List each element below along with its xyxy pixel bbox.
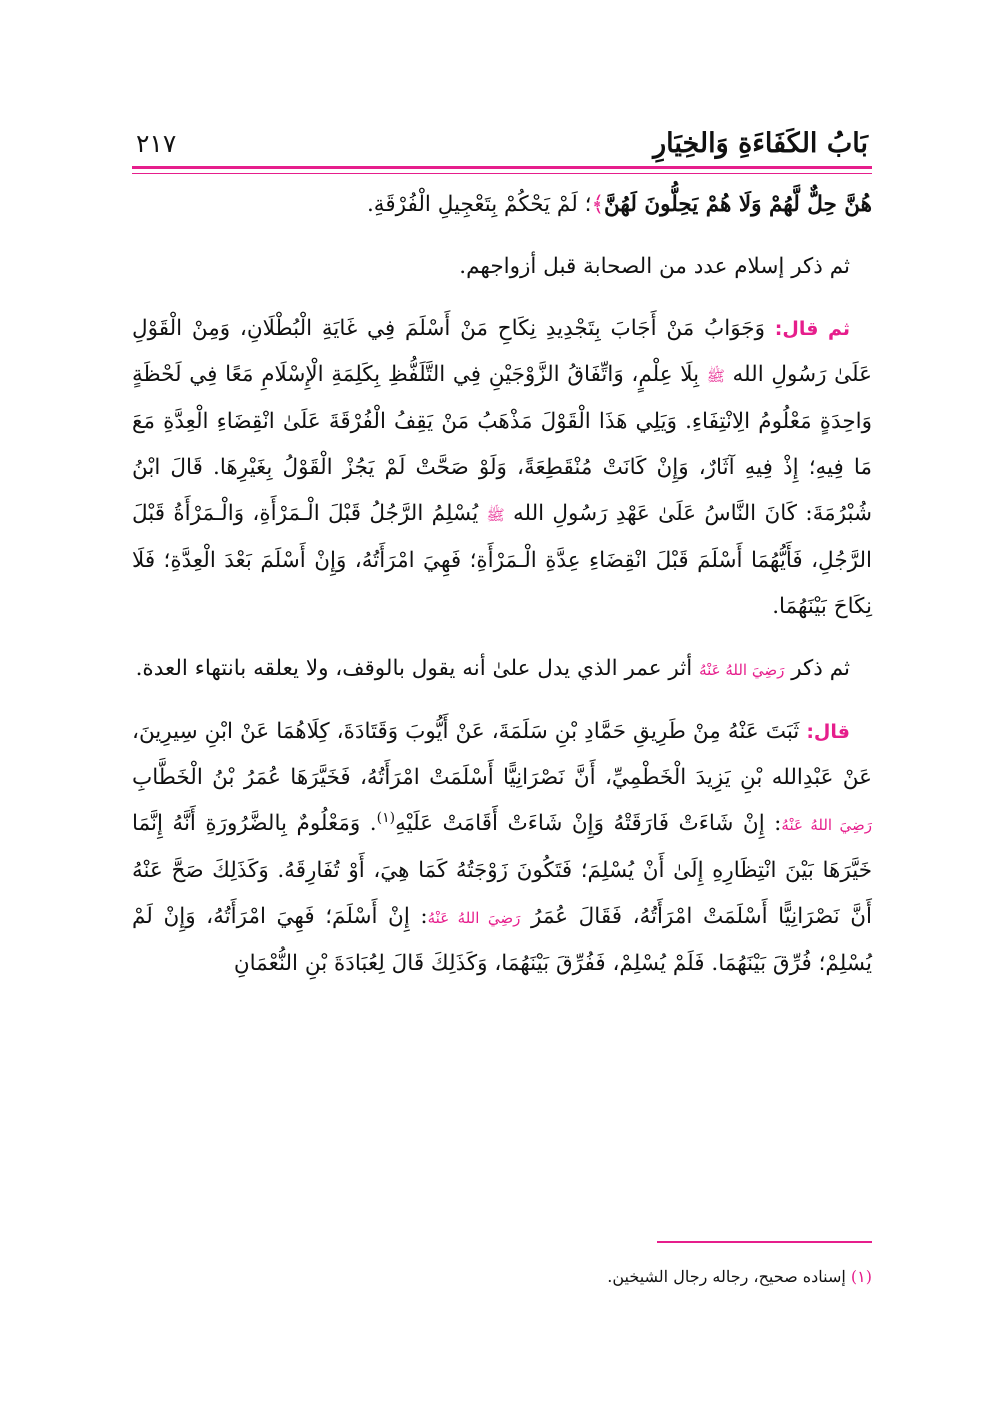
- header-rule: [132, 166, 872, 169]
- footnote-reference[interactable]: (١): [376, 809, 396, 826]
- quran-bracket: ﴾: [591, 192, 605, 217]
- page-number: ٢١٧: [136, 129, 177, 158]
- salawat-honorific: ﷺ: [486, 506, 505, 524]
- paragraph-text: وَجَوَابُ مَنْ أَجَابَ بِتَجْدِيدِ نِكَاحِ مَنْ أَسْلَمَ فِي غَايَةِ الْبُطْلَانِ، وَمِنْ الْقَوْلِ عَلَىٰ رَسُولِ الله: [132, 316, 872, 387]
- radiallahu-honorific: رَضِيَ اللهُ عَنْهُ: [781, 816, 872, 834]
- paragraph-text: ثم ذكر إسلام عدد من الصحابة قبل أزواجهم.: [459, 254, 850, 279]
- header-rule-thin: [132, 173, 872, 174]
- paragraph-quote-1: [132, 306, 872, 630]
- quran-verse: هُنَّ حِلٌّ لَّهُمْ وَلَا هُمْ يَحِلُّونَ لَهُنَّ: [604, 192, 872, 217]
- radiallahu-honorific: رَضِيَ اللهُ عَنْهُ: [427, 909, 521, 927]
- paragraph-text: بِلَا عِلْمٍ، وَاتِّفَاقُ الزَّوْجَيْنِ فِي التَّلَفُّظِ بِكَلِمَةِ الْإِسْلَامِ مَعًا فِي لَحْظَةٍ وَاحِدَةٍ مَعْلُومُ الِانْتِفَاءِ. وَيَلِي هَذَا الْقَوْلَ مَذْهَبُ مَنْ يَقِفُ الْفُرْقَةَ عَلَىٰ انْقِضَاءِ الْعِدَّةِ مَعَ مَا فِيهِ؛ إِذْ فِيهِ آثَارٌ، وَإِنْ كَانَتْ مُنْقَطِعَةً، وَلَوْ صَحَّتْ لَمْ يَجُزْ الْقَوْلُ بِغَيْرِهَا. قَالَ ابْنُ شُبْرُمَةَ: كَانَ النَّاسُ عَلَىٰ عَهْدِ رَسُولِ الله: [132, 362, 872, 526]
- salawat-honorific: ﷺ: [706, 367, 725, 385]
- paragraph-quote-2: [132, 709, 872, 987]
- paragraph-text: أثر عمر الذي يدل علىٰ أنه يقول بالوقف، ولا يعلقه بانتهاء العدة.: [135, 656, 700, 681]
- quote-label: قال:: [806, 721, 850, 743]
- chapter-title: بَابُ الكَفَاءَةِ وَالخِيَارِ: [653, 128, 868, 159]
- paragraph-text: : إِنْ أَسْلَمَ؛ فَهِيَ امْرَأَتُهُ، وَإِنْ لَمْ يُسْلِمْ؛ فُرِّقَ بَيْنَهُمَا. فَلَمْ يُسْلِمْ، فَفُرِّقَ بَيْنَهُمَا، وَكَذَلِكَ قَالَ لِعُبَادَةَ بْنِ النُّعْمَانِ: [132, 904, 872, 976]
- quote-label: ثم قال:: [774, 318, 850, 340]
- page-body: [132, 182, 872, 987]
- paragraph-text: : إِنْ شَاءَتْ فَارَقَتْهُ وَإِنْ شَاءَتْ أَقَامَتْ عَلَيْهِ: [395, 811, 782, 836]
- footnote-text: إسناده صحيح، رجاله رجال الشيخين.: [607, 1267, 851, 1286]
- radiallahu-honorific: رَضِيَ اللهُ عَنْهُ: [699, 661, 785, 679]
- footnote-number: (١): [850, 1267, 872, 1286]
- paragraph-commentary-1: [132, 244, 872, 290]
- paragraph-text: . وَمَعْلُومٌ بِالضَّرُورَةِ أَنَّهُ إِنَّمَا خَيَّرَهَا بَيْنَ انْتِظَارِهِ إِلَىٰ أَنْ يُسْلِمَ؛ فَتَكُونَ زَوْجَتُهُ كَمَا هِيَ، أَوْ تُفَارِقَهُ. وَكَذَلِكَ صَحَّ عَنْهُ أَنَّ نَصْرَانِيًّا أَسْلَمَتْ امْرَأَتُهُ، فَقَالَ عُمَرُ: [132, 811, 872, 929]
- paragraph-text: ثَبَتَ عَنْهُ مِنْ طَرِيقِ حَمَّادِ بْنِ سَلَمَةَ، عَنْ أَيُّوبَ وَقَتَادَةَ، كِلَاهُمَا عَنْ ابْنِ سِيرِينَ، عَنْ عَبْدِالله بْنِ يَزِيدَ الْخَطْمِيِّ، أَنَّ نَصْرَانِيًّا أَسْلَمَتْ امْرَأَتُهُ، فَخَيَّرَهَا عُمَرُ بْنُ الْخَطَّابِ: [132, 719, 872, 790]
- footnote: [132, 1264, 872, 1290]
- paragraph-commentary-2: [132, 646, 872, 693]
- running-head: [136, 120, 868, 164]
- footnote-separator: [657, 1241, 872, 1243]
- paragraph-quran-continuation: [132, 182, 872, 228]
- paragraph-text: ثم ذكر: [784, 656, 850, 681]
- paragraph-text: يُسْلِمُ الرَّجُلُ قَبْلَ الْـمَرْأَةِ، وَالْـمَرْأَةُ قَبْلَ الرَّجُلِ، فَأَيُّهُمَا أَسْلَمَ قَبْلَ انْقِضَاءِ عِدَّةِ الْـمَرْأَةِ؛ فَهِيَ امْرَأَتُهُ، وَإِنْ أَسْلَمَ بَعْدَ الْعِدَّةِ؛ فَلَا نِكَاحَ بَيْنَهُمَا.: [132, 501, 872, 619]
- paragraph-text: ؛ لَمْ يَحْكُمْ بِتَعْجِيلِ الْفُرْقَةِ.: [366, 192, 592, 217]
